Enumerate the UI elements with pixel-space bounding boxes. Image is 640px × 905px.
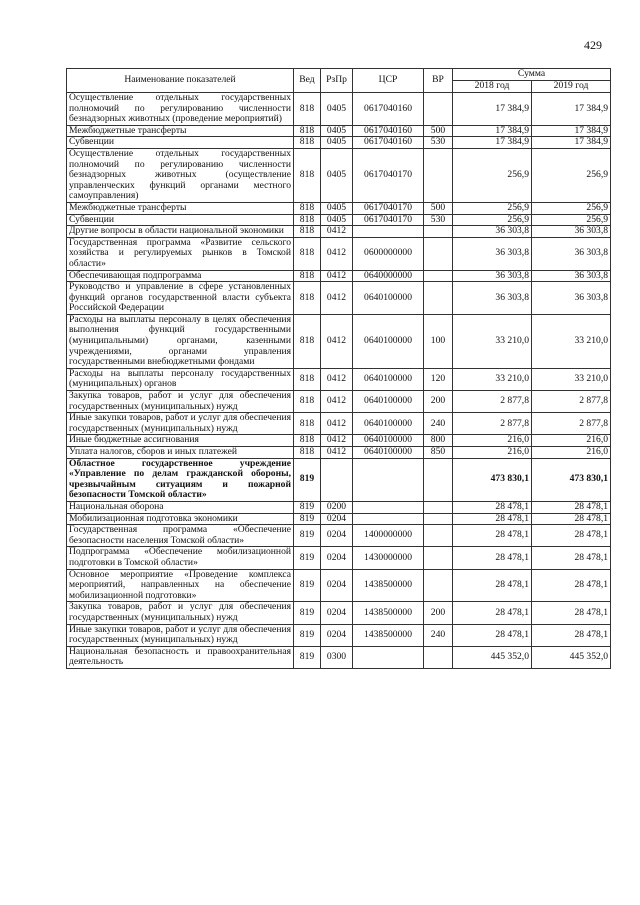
cell-name: Субвенции bbox=[67, 214, 294, 226]
cell-ved: 818 bbox=[294, 148, 321, 202]
cell-2018: 17 384,9 bbox=[453, 137, 532, 149]
cell-csr: 0617040170 bbox=[353, 214, 424, 226]
cell-2018: 2 877,8 bbox=[453, 413, 532, 435]
cell-2019: 256,9 bbox=[532, 202, 611, 214]
cell-name: Национальная оборона bbox=[67, 501, 294, 513]
cell-ved: 819 bbox=[294, 624, 321, 646]
cell-2018: 28 478,1 bbox=[453, 547, 532, 569]
cell-vr: 200 bbox=[424, 602, 453, 624]
cell-rzpr: 0204 bbox=[321, 624, 353, 646]
cell-name: Уплата налогов, сборов и иных платежей bbox=[67, 447, 294, 459]
cell-rzpr: 0200 bbox=[321, 501, 353, 513]
cell-vr bbox=[424, 513, 453, 525]
cell-csr: 0617040160 bbox=[353, 137, 424, 149]
cell-ved: 818 bbox=[294, 270, 321, 282]
cell-2018: 36 303,8 bbox=[453, 282, 532, 315]
cell-name: Областное государственное учреждение «Управление по делам гражданской обороны, чрезвычайным ситуациям и пожарной безопасности Томской области» bbox=[67, 458, 294, 501]
cell-rzpr: 0405 bbox=[321, 202, 353, 214]
cell-name: Закупка товаров, работ и услуг для обеспечения государственных (муниципальных) нужд bbox=[67, 602, 294, 624]
cell-name: Расходы на выплаты персоналу в целях обеспечения выполнения функций государственными (муниципальными) органами, казенными учреждениями, органами управления государственными внебюджетными фондами bbox=[67, 314, 294, 368]
cell-rzpr: 0405 bbox=[321, 214, 353, 226]
cell-2018: 28 478,1 bbox=[453, 525, 532, 547]
cell-2019: 36 303,8 bbox=[532, 226, 611, 238]
cell-rzpr: 0412 bbox=[321, 226, 353, 238]
table-row bbox=[67, 413, 611, 435]
cell-2018: 28 478,1 bbox=[453, 602, 532, 624]
cell-2019: 28 478,1 bbox=[532, 602, 611, 624]
cell-csr: 0617040170 bbox=[353, 148, 424, 202]
cell-2018: 473 830,1 bbox=[453, 458, 532, 501]
header-name: Наименование показателей bbox=[67, 69, 294, 93]
cell-name: Осуществление отдельных государственных полномочий по регулированию численности безнадзорных животных (проведение мероприятий) bbox=[67, 93, 294, 126]
cell-2019: 17 384,9 bbox=[532, 125, 611, 137]
cell-name: Субвенции bbox=[67, 137, 294, 149]
cell-2019: 33 210,0 bbox=[532, 314, 611, 368]
cell-2019: 28 478,1 bbox=[532, 501, 611, 513]
cell-2018: 28 478,1 bbox=[453, 501, 532, 513]
cell-2018: 36 303,8 bbox=[453, 237, 532, 270]
cell-vr: 240 bbox=[424, 413, 453, 435]
cell-rzpr: 0405 bbox=[321, 125, 353, 137]
cell-csr: 0640100000 bbox=[353, 447, 424, 459]
cell-rzpr: 0412 bbox=[321, 314, 353, 368]
cell-2018: 256,9 bbox=[453, 148, 532, 202]
cell-2018: 256,9 bbox=[453, 214, 532, 226]
cell-2018: 256,9 bbox=[453, 202, 532, 214]
cell-rzpr: 0412 bbox=[321, 368, 353, 390]
table-row bbox=[67, 547, 611, 569]
cell-2019: 33 210,0 bbox=[532, 368, 611, 390]
cell-rzpr: 0204 bbox=[321, 547, 353, 569]
cell-2018: 17 384,9 bbox=[453, 125, 532, 137]
cell-2019: 36 303,8 bbox=[532, 282, 611, 315]
cell-name: Иные закупки товаров, работ и услуг для обеспечения государственных (муниципальных) нужд bbox=[67, 624, 294, 646]
cell-name: Расходы на выплаты персоналу государственных (муниципальных) органов bbox=[67, 368, 294, 390]
header-csr: ЦСР bbox=[353, 69, 424, 93]
cell-csr bbox=[353, 458, 424, 501]
cell-csr: 0640100000 bbox=[353, 282, 424, 315]
table-row bbox=[67, 624, 611, 646]
cell-rzpr: 0300 bbox=[321, 646, 353, 668]
cell-csr: 1438500000 bbox=[353, 569, 424, 602]
cell-name: Мобилизационная подготовка экономики bbox=[67, 513, 294, 525]
cell-2019: 28 478,1 bbox=[532, 525, 611, 547]
cell-csr: 1400000000 bbox=[353, 525, 424, 547]
header-ved: Вед bbox=[294, 69, 321, 93]
cell-vr: 800 bbox=[424, 435, 453, 447]
cell-ved: 818 bbox=[294, 391, 321, 413]
cell-rzpr: 0412 bbox=[321, 282, 353, 315]
cell-vr: 240 bbox=[424, 624, 453, 646]
cell-2019: 473 830,1 bbox=[532, 458, 611, 501]
cell-vr bbox=[424, 547, 453, 569]
table-row bbox=[67, 435, 611, 447]
cell-ved: 819 bbox=[294, 569, 321, 602]
cell-ved: 818 bbox=[294, 282, 321, 315]
cell-vr: 200 bbox=[424, 391, 453, 413]
header-2018: 2018 год bbox=[453, 81, 532, 93]
cell-2018: 33 210,0 bbox=[453, 368, 532, 390]
cell-2019: 28 478,1 bbox=[532, 569, 611, 602]
cell-rzpr: 0412 bbox=[321, 237, 353, 270]
cell-2019: 17 384,9 bbox=[532, 137, 611, 149]
cell-csr: 1430000000 bbox=[353, 547, 424, 569]
cell-rzpr: 0204 bbox=[321, 525, 353, 547]
cell-ved: 819 bbox=[294, 646, 321, 668]
cell-vr: 500 bbox=[424, 125, 453, 137]
cell-name: Подпрограмма «Обеспечение мобилизационной подготовки в Томской области» bbox=[67, 547, 294, 569]
table-body bbox=[67, 93, 611, 669]
table-row bbox=[67, 646, 611, 668]
cell-ved: 818 bbox=[294, 237, 321, 270]
cell-ved: 818 bbox=[294, 137, 321, 149]
table-row bbox=[67, 148, 611, 202]
cell-csr: 0617040160 bbox=[353, 125, 424, 137]
cell-2019: 216,0 bbox=[532, 447, 611, 459]
cell-csr: 0640100000 bbox=[353, 413, 424, 435]
cell-2019: 17 384,9 bbox=[532, 93, 611, 126]
cell-rzpr: 0405 bbox=[321, 137, 353, 149]
cell-ved: 818 bbox=[294, 435, 321, 447]
cell-name: Государственная программа «Обеспечение безопасности населения Томской области» bbox=[67, 525, 294, 547]
budget-table bbox=[66, 68, 611, 669]
cell-2019: 28 478,1 bbox=[532, 513, 611, 525]
cell-2019: 256,9 bbox=[532, 214, 611, 226]
cell-name: Межбюджетные трансферты bbox=[67, 125, 294, 137]
cell-ved: 818 bbox=[294, 214, 321, 226]
cell-csr bbox=[353, 646, 424, 668]
table-row bbox=[67, 458, 611, 501]
page-number: 429 bbox=[584, 38, 602, 52]
cell-vr bbox=[424, 282, 453, 315]
cell-csr: 1438500000 bbox=[353, 602, 424, 624]
cell-vr: 500 bbox=[424, 202, 453, 214]
cell-2019: 2 877,8 bbox=[532, 413, 611, 435]
cell-vr bbox=[424, 646, 453, 668]
cell-name: Иные бюджетные ассигнования bbox=[67, 435, 294, 447]
cell-vr bbox=[424, 458, 453, 501]
cell-2018: 36 303,8 bbox=[453, 226, 532, 238]
header-sum: Сумма bbox=[453, 69, 611, 81]
table-row bbox=[67, 501, 611, 513]
cell-rzpr: 0412 bbox=[321, 435, 353, 447]
cell-name: Иные закупки товаров, работ и услуг для обеспечения государственных (муниципальных) нужд bbox=[67, 413, 294, 435]
cell-rzpr: 0412 bbox=[321, 270, 353, 282]
table-row bbox=[67, 513, 611, 525]
cell-csr: 0617040160 bbox=[353, 93, 424, 126]
cell-2019: 28 478,1 bbox=[532, 547, 611, 569]
cell-2018: 17 384,9 bbox=[453, 93, 532, 126]
cell-rzpr: 0405 bbox=[321, 148, 353, 202]
cell-name: Закупка товаров, работ и услуг для обеспечения государственных (муниципальных) нужд bbox=[67, 391, 294, 413]
cell-ved: 819 bbox=[294, 602, 321, 624]
cell-ved: 819 bbox=[294, 525, 321, 547]
table-header bbox=[67, 69, 611, 93]
cell-csr bbox=[353, 226, 424, 238]
cell-vr bbox=[424, 525, 453, 547]
cell-csr: 0640100000 bbox=[353, 391, 424, 413]
table-row bbox=[67, 602, 611, 624]
header-vr: ВР bbox=[424, 69, 453, 93]
cell-rzpr: 0412 bbox=[321, 447, 353, 459]
cell-2019: 28 478,1 bbox=[532, 624, 611, 646]
cell-2019: 256,9 bbox=[532, 148, 611, 202]
cell-2018: 216,0 bbox=[453, 447, 532, 459]
cell-csr: 0640000000 bbox=[353, 270, 424, 282]
header-rzpr: РзПр bbox=[321, 69, 353, 93]
cell-name: Обеспечивающая подпрограмма bbox=[67, 270, 294, 282]
table-row bbox=[67, 137, 611, 149]
cell-vr: 530 bbox=[424, 214, 453, 226]
cell-vr: 850 bbox=[424, 447, 453, 459]
cell-name: Основное мероприятие «Проведение комплекса мероприятий, направленных на обеспечение мобилизационной подготовки» bbox=[67, 569, 294, 602]
cell-vr bbox=[424, 501, 453, 513]
table-row bbox=[67, 391, 611, 413]
cell-ved: 818 bbox=[294, 93, 321, 126]
cell-csr: 0617040170 bbox=[353, 202, 424, 214]
table-row bbox=[67, 125, 611, 137]
cell-2018: 33 210,0 bbox=[453, 314, 532, 368]
table-row bbox=[67, 202, 611, 214]
cell-name: Руководство и управление в сфере установленных функций органов государственной власти субъекта Российской Федерации bbox=[67, 282, 294, 315]
table-row bbox=[67, 237, 611, 270]
cell-ved: 819 bbox=[294, 458, 321, 501]
cell-name: Государственная программа «Развитие сельского хозяйства и регулируемых рынков в Томской области» bbox=[67, 237, 294, 270]
cell-2018: 36 303,8 bbox=[453, 270, 532, 282]
cell-rzpr: 0204 bbox=[321, 569, 353, 602]
cell-ved: 818 bbox=[294, 125, 321, 137]
cell-vr bbox=[424, 226, 453, 238]
cell-ved: 818 bbox=[294, 368, 321, 390]
cell-csr: 0640100000 bbox=[353, 435, 424, 447]
cell-ved: 819 bbox=[294, 501, 321, 513]
cell-ved: 818 bbox=[294, 447, 321, 459]
cell-vr bbox=[424, 237, 453, 270]
cell-2019: 36 303,8 bbox=[532, 270, 611, 282]
cell-rzpr: 0204 bbox=[321, 513, 353, 525]
cell-2019: 36 303,8 bbox=[532, 237, 611, 270]
cell-csr: 0600000000 bbox=[353, 237, 424, 270]
table-row bbox=[67, 226, 611, 238]
cell-vr bbox=[424, 569, 453, 602]
cell-name: Национальная безопасность и правоохранительная деятельность bbox=[67, 646, 294, 668]
cell-csr: 0640100000 bbox=[353, 314, 424, 368]
cell-ved: 818 bbox=[294, 226, 321, 238]
cell-csr: 1438500000 bbox=[353, 624, 424, 646]
cell-rzpr: 0204 bbox=[321, 602, 353, 624]
cell-2018: 2 877,8 bbox=[453, 391, 532, 413]
cell-vr: 530 bbox=[424, 137, 453, 149]
cell-rzpr: 0412 bbox=[321, 413, 353, 435]
cell-vr bbox=[424, 270, 453, 282]
cell-2018: 216,0 bbox=[453, 435, 532, 447]
table-row bbox=[67, 447, 611, 459]
cell-2019: 445 352,0 bbox=[532, 646, 611, 668]
table-row bbox=[67, 569, 611, 602]
cell-vr: 120 bbox=[424, 368, 453, 390]
cell-rzpr: 0412 bbox=[321, 391, 353, 413]
cell-name: Межбюджетные трансферты bbox=[67, 202, 294, 214]
cell-name: Осуществление отдельных государственных полномочий по регулированию численности безнадзорных животных (осуществление управленческих функций органами местного самоуправления) bbox=[67, 148, 294, 202]
cell-ved: 818 bbox=[294, 202, 321, 214]
cell-2018: 28 478,1 bbox=[453, 624, 532, 646]
cell-csr bbox=[353, 513, 424, 525]
table-row bbox=[67, 282, 611, 315]
cell-2018: 445 352,0 bbox=[453, 646, 532, 668]
cell-2019: 2 877,8 bbox=[532, 391, 611, 413]
cell-vr bbox=[424, 148, 453, 202]
cell-csr: 0640100000 bbox=[353, 368, 424, 390]
cell-vr: 100 bbox=[424, 314, 453, 368]
table-row bbox=[67, 368, 611, 390]
cell-ved: 818 bbox=[294, 314, 321, 368]
cell-2018: 28 478,1 bbox=[453, 569, 532, 602]
cell-ved: 818 bbox=[294, 413, 321, 435]
table-row bbox=[67, 314, 611, 368]
table-row bbox=[67, 270, 611, 282]
table-row bbox=[67, 214, 611, 226]
cell-csr bbox=[353, 501, 424, 513]
table-row bbox=[67, 525, 611, 547]
cell-rzpr: 0405 bbox=[321, 93, 353, 126]
cell-ved: 819 bbox=[294, 547, 321, 569]
cell-rzpr bbox=[321, 458, 353, 501]
table-row bbox=[67, 93, 611, 126]
cell-name: Другие вопросы в области национальной экономики bbox=[67, 226, 294, 238]
cell-2018: 28 478,1 bbox=[453, 513, 532, 525]
cell-vr bbox=[424, 93, 453, 126]
cell-2019: 216,0 bbox=[532, 435, 611, 447]
header-2019: 2019 год bbox=[532, 81, 611, 93]
cell-ved: 819 bbox=[294, 513, 321, 525]
